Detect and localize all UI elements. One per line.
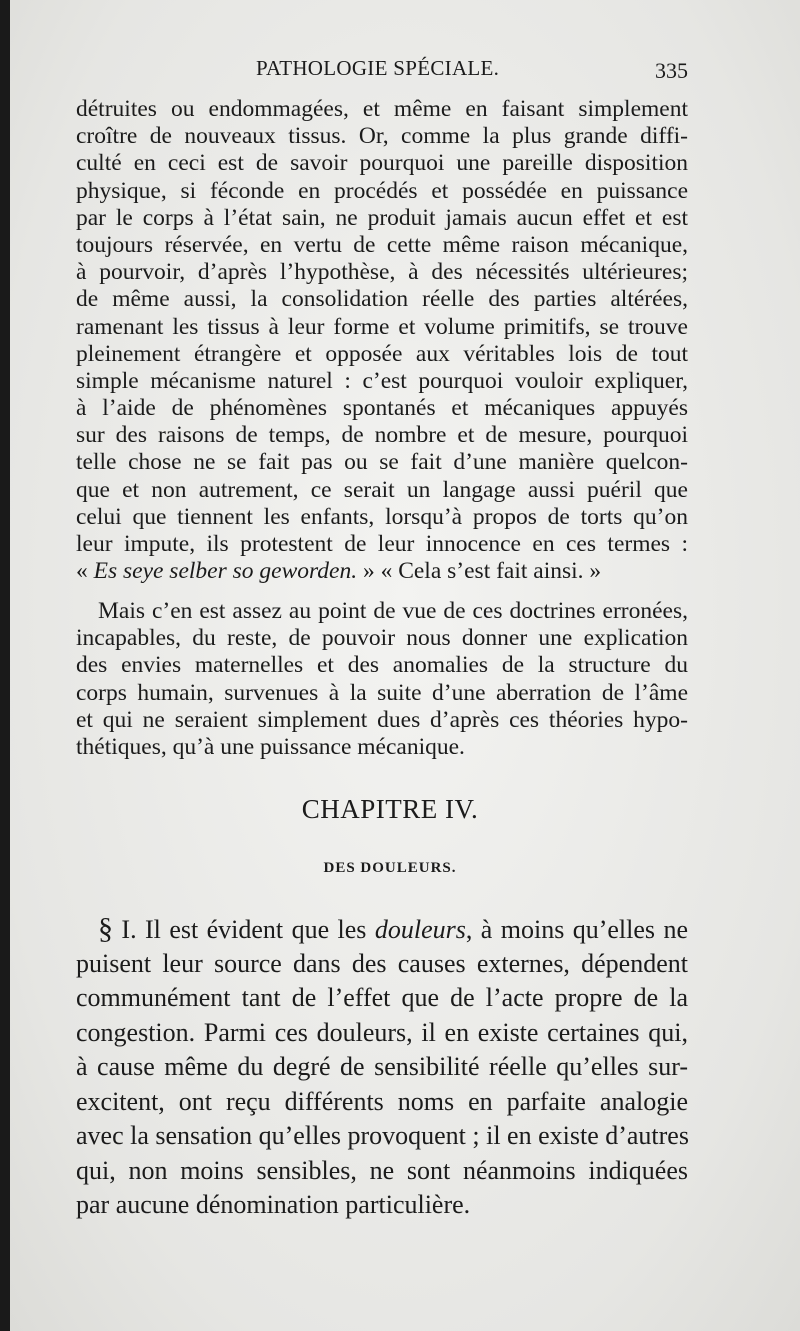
text-line: croître de nouveaux tissus. Or, comme la plus grande diffi- — [76, 123, 688, 150]
quote-open: « — [76, 558, 94, 585]
text-line: toujours réservée, en vertu de cette même raison mécanique, — [76, 231, 688, 258]
text-line: celui que tiennent les enfants, lorsqu’à propos de torts qu’on — [76, 503, 688, 530]
text-line: qui, non moins sensibles, ne sont néanmoins indiquées — [76, 1155, 688, 1185]
text-line: thétiques, qu’à une puissance mécanique. — [76, 733, 465, 760]
page-header — [76, 56, 688, 86]
text-line: simple mécanisme naturel : c’est pourquoi vouloir expliquer, — [76, 367, 688, 394]
text-line: congestion. Parmi ces douleurs, il en existe certaines qui, — [76, 1017, 688, 1047]
text-line: telle chose ne se fait pas ou se fait d’une manière quelcon- — [76, 449, 688, 476]
text-line: sur des raisons de temps, de nombre et de mesure, pourquoi — [76, 422, 688, 449]
text-line: par le corps à l’état sain, ne produit jamais aucun effet et est — [76, 204, 688, 231]
text-line: de même aussi, la consolidation réelle des parties altérées, — [76, 286, 688, 313]
text-line: corps humain, survenues à la suite d’une aberration de l’âme — [76, 679, 688, 706]
text-line: leur impute, ils protestent de leur innocence en ces termes : — [76, 531, 688, 557]
quote-line — [76, 558, 688, 585]
text-run: , à moins qu’elles ne — [465, 915, 689, 944]
german-quote: Es seye selber so geworden. — [93, 558, 358, 585]
text-line: que et non autrement, ce serait un langage aussi puéril que — [76, 476, 688, 503]
running-title: PATHOLOGIE SPÉCIALE. — [256, 56, 500, 80]
text-line: physique, si féconde en procédés et possédée en puissance — [76, 177, 688, 204]
section-sign: § — [98, 912, 113, 945]
paragraph-2 — [76, 598, 688, 761]
text-line: puisent leur source dans des causes externes, dépendent — [76, 948, 688, 978]
section-title: DES DOULEURS. — [323, 860, 457, 876]
text-line: détruites ou endommagées, et même en faisant simplement — [76, 96, 688, 122]
text-line: Mais c’en est assez au point de vue de ces doctrines erronées, — [98, 598, 688, 624]
text-line — [76, 912, 688, 947]
book-page — [10, 0, 800, 1331]
quote-translation: » « Cela s’est fait ainsi. » — [357, 558, 602, 585]
text-line: et qui ne seraient simplement dues d’après ces théories hypo- — [76, 706, 688, 733]
text-line: communément tant de l’effet que de l’acte propre de la — [76, 983, 688, 1012]
text-line: culté en ceci est de savoir pourquoi une pareille disposition — [76, 150, 688, 177]
text-line: par aucune dénomination particulière. — [76, 1190, 471, 1219]
text-run: I. Il est évident que les — [113, 915, 375, 944]
text-line: à l’aide de phénomènes spontanés et mécaniques appuyés — [76, 395, 688, 422]
text-line: ramenant les tissus à leur forme et volume primitifs, se trouve — [76, 313, 688, 340]
text-line: pleinement étrangère et opposée aux véritables lois de tout — [76, 340, 688, 367]
emphasized-term: douleurs — [374, 915, 466, 944]
text-line: excitent, ont reçu différents noms en parfaite analogie — [76, 1086, 688, 1116]
text-line: incapables, du reste, de pouvoir nous donner une explication — [76, 625, 688, 652]
text-line: à pourvoir, d’après l’hypothèse, à des nécessités ultérieures; — [76, 259, 688, 286]
text-line: des envies maternelles et des anomalies de la structure du — [76, 652, 688, 679]
text-line: avec la sensation qu’elles provoquent ; il en existe d’autres — [76, 1121, 689, 1150]
page-number: 335 — [655, 58, 688, 83]
paragraph-3 — [76, 912, 688, 1223]
paragraph-1 — [76, 96, 688, 585]
text-line: à cause même du degré de sensibilité réelle qu’elles sur- — [76, 1052, 688, 1081]
chapter-title: CHAPITRE IV. — [301, 794, 479, 824]
